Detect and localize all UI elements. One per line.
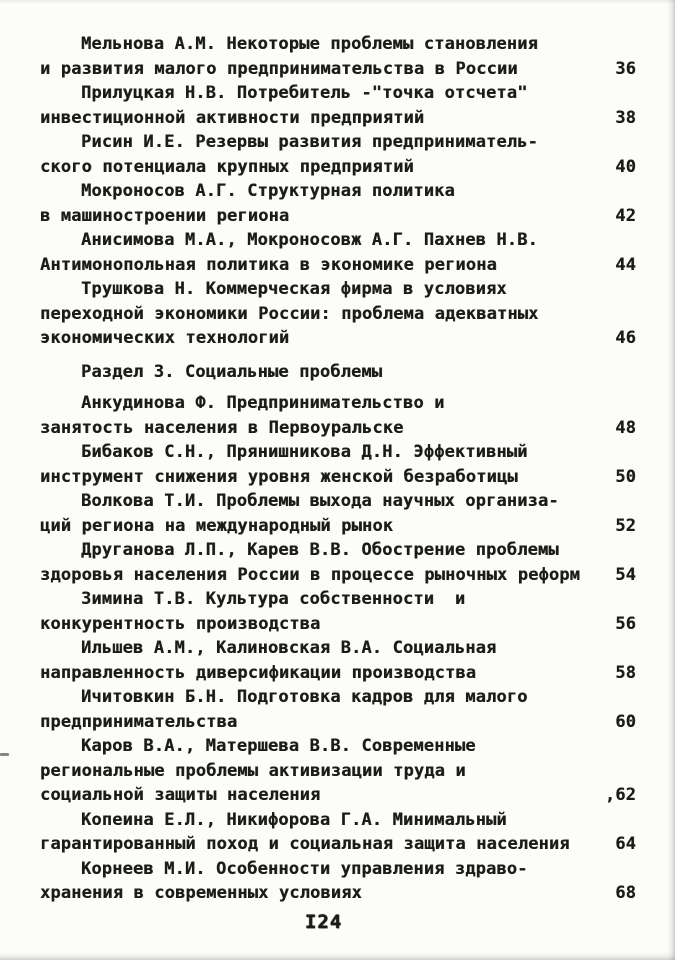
- toc-entry-text: в машиностроении региона: [40, 205, 290, 226]
- toc-line: [40, 636, 636, 661]
- toc-entry-text: занятость населения в Первоуральске: [40, 417, 404, 438]
- toc-entry-text: и развития малого предпринимательства в России: [40, 58, 518, 79]
- toc-entry-text: Прилуцкая Н.В. Потребитель -"точка отсчета": [81, 83, 528, 103]
- toc-entry-text: Трушкова Н. Коммерческая фирма в условиях: [81, 279, 507, 299]
- toc-line: [40, 302, 636, 327]
- toc-line: [40, 734, 636, 759]
- toc-entry-text: Каров В.А., Матершева В.В. Современные: [81, 736, 476, 756]
- toc-entry-text: социальной защиты населения: [40, 785, 321, 805]
- toc-line: [40, 759, 636, 784]
- toc-entry-text: Зимина Т.В. Культура собственности и: [81, 589, 466, 609]
- toc-line: [40, 661, 636, 686]
- toc-page-number: 38: [615, 107, 636, 128]
- toc-entry-text: хранения в современных условиях: [40, 883, 362, 903]
- toc-page-number: 58: [615, 662, 636, 683]
- toc-line: [40, 538, 636, 563]
- toc-entry-text: направленность диверсификации производства: [40, 662, 477, 683]
- toc-line: [40, 57, 636, 82]
- toc-line: [40, 489, 636, 514]
- toc-line: [40, 391, 636, 416]
- toc-entry-text: ского потенциала крупных предприятий: [40, 156, 414, 177]
- toc-line: [40, 81, 636, 106]
- toc-page-number: 56: [615, 613, 636, 634]
- footer-page-number: I24: [304, 910, 343, 933]
- toc-line: [40, 416, 636, 441]
- toc-entry-text: Антимонопольная политика в экономике региона: [40, 254, 497, 275]
- section-heading-text: Раздел 3. Социальные проблемы: [81, 361, 383, 382]
- toc-line: [40, 277, 636, 302]
- toc-page-number: 68: [615, 883, 636, 903]
- ink-speck: [0, 753, 9, 756]
- toc-page-number: 52: [615, 515, 636, 536]
- toc-line: [40, 204, 636, 229]
- toc-page-number: 44: [615, 254, 636, 275]
- toc-entry-text: переходной экономики России: проблема адекватных: [40, 303, 539, 324]
- toc-line: [40, 465, 636, 490]
- toc-entry-text: гарантированный поход и социальная защита населения: [40, 834, 570, 854]
- toc-page-number: 46: [615, 328, 636, 348]
- toc-entry-text: Анисимова М.А., Мокроносовж А.Г. Пахнев Н.В.: [81, 230, 538, 250]
- toc-entry-text: Ичитовкин Б.Н. Подготовка кадров для малого: [81, 687, 528, 707]
- scan-edge-right: [667, 0, 675, 960]
- toc-entry-text: здоровья населения России в процессе рыночных реформ: [40, 564, 581, 585]
- toc-line: [40, 106, 636, 131]
- toc-line: [40, 155, 636, 180]
- toc-line: [40, 130, 636, 155]
- toc-line: [40, 587, 636, 612]
- toc-page-number: 48: [615, 417, 636, 438]
- toc-entry-text: предпринимательства: [40, 711, 238, 732]
- toc-entry-text: Бибаков С.Н., Прянишникова Д.Н. Эффективный: [81, 442, 528, 462]
- toc-entry-text: Волкова Т.И. Проблемы выхода научных организа-: [81, 491, 559, 511]
- toc-line: [40, 32, 636, 57]
- toc-entry-text: ций региона на международный рынок: [40, 515, 394, 536]
- toc-line: [40, 440, 636, 465]
- toc-line: [40, 710, 636, 735]
- toc-entry-text: инструмент снижения уровня женской безработицы: [40, 466, 518, 487]
- toc-page-number: 60: [615, 711, 636, 732]
- toc-line: [40, 808, 636, 833]
- toc-entry-text: конкурентность производства: [40, 613, 321, 634]
- section-heading: [40, 360, 636, 385]
- toc-entry-text: инвестиционной активности предприятий: [40, 107, 425, 128]
- toc-line: [40, 881, 636, 906]
- toc-page-number: 40: [615, 156, 636, 177]
- toc-line: [40, 326, 636, 351]
- toc-page-number: 36: [615, 58, 636, 79]
- toc-entry-text: Анкудинова Ф. Предпринимательство и: [81, 393, 445, 413]
- toc-page-number: ,62: [604, 785, 636, 805]
- toc-line: [40, 612, 636, 637]
- toc-entry-text: Рисин И.Е. Резервы развития предприниматель-: [81, 132, 538, 152]
- toc-line: [40, 783, 636, 808]
- toc-entry-text: экономических технологий: [40, 328, 290, 348]
- toc-entry-text: Мельнова А.М. Некоторые проблемы становления: [81, 34, 538, 54]
- toc-page-number: 64: [615, 834, 636, 854]
- toc-line: [40, 253, 636, 278]
- toc-entry-text: Ильшев А.М., Калиновская В.А. Социальная: [81, 638, 497, 658]
- toc-page-number: 50: [615, 466, 636, 487]
- toc-line: [40, 228, 636, 253]
- toc-entry-text: Корнеев М.И. Особенности управления здраво-: [81, 858, 528, 879]
- toc-entry-text: Копеина Е.Л., Никифорова Г.А. Минимальный: [81, 809, 507, 830]
- scan-edge-top: [0, 0, 675, 4]
- toc-entry-text: Друганова Л.П., Карев В.В. Обострение проблемы: [81, 540, 559, 560]
- toc-entry-text: региональные проблемы активизации труда и: [40, 760, 466, 781]
- toc-entry-text: Мокроносов А.Г. Структурная политика: [81, 181, 455, 201]
- toc-line: [40, 563, 636, 588]
- scan-edge-bottom: [0, 952, 675, 960]
- toc-page-number: 42: [615, 205, 636, 226]
- toc-line: [40, 514, 636, 539]
- toc-page-number: 54: [615, 564, 636, 585]
- toc-line: [40, 179, 636, 204]
- toc-line: [40, 832, 636, 857]
- toc-line: [40, 685, 636, 710]
- toc-line: [40, 857, 636, 882]
